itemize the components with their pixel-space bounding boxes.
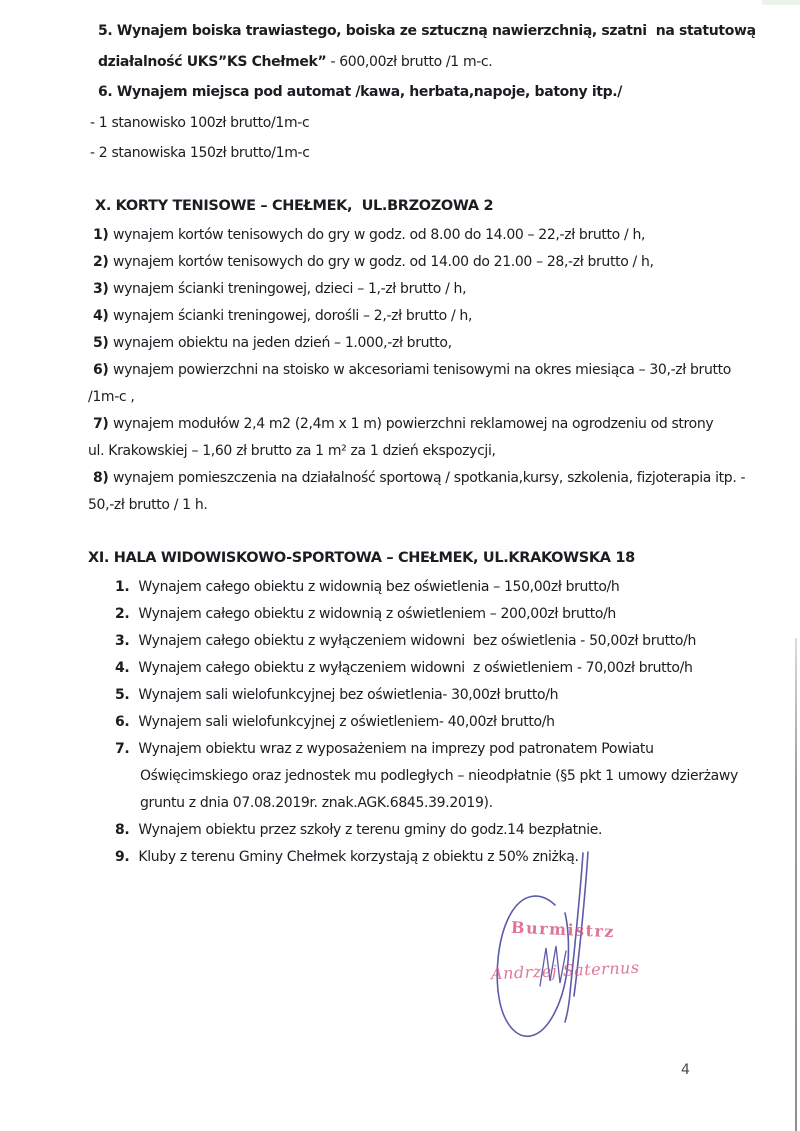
doc-line [88,276,788,303]
text-segment: /1m-c , [88,388,135,405]
text-segment: Wynajem sali wielofunkcyjnej bez oświetlenia- 30,00zł brutto/h [138,686,559,703]
section-heading [88,193,788,220]
text-segment: wynajem pomieszczenia na działalność sportową / spotkania,kursy, szkolenia, fizjoterapia itp. - [112,469,746,486]
text-segment: 8) [93,469,113,486]
text-segment: wynajem powierzchni na stoisko w akcesoriami tenisowymi na okres miesiąca – 30,-zł brutto [112,361,731,378]
doc-line [88,138,788,169]
text-segment: Wynajem całego obiektu z wyłączeniem widowni bez oświetlenia - 50,00zł brutto/h [138,632,697,649]
page-number: 4 [681,1062,690,1078]
doc-line [88,601,788,628]
text-segment: 3) [93,280,113,297]
text-segment: X. KORTY TENISOWE – CHEŁMEK, UL.BRZOZOWA 2 [95,197,494,214]
text-segment: XI. HALA WIDOWISKOWO-SPORTOWA – CHEŁMEK, UL.KRAKOWSKA 18 [88,549,635,566]
text-segment: 6) [93,361,113,378]
doc-line [88,736,788,763]
text-segment: 5. Wynajem boiska trawiastego, boiska ze sztuczną nawierzchnią, szatni na statutową [98,23,756,39]
text-segment: 4) [93,307,113,324]
doc-line [88,790,788,817]
scan-smudge-artifact [762,0,800,5]
doc-line [88,709,788,736]
text-segment: - 600,00zł brutto /1 m-c. [326,53,493,70]
document-body [88,16,788,871]
doc-line [88,411,788,438]
doc-line [88,222,788,249]
text-segment: wynajem ścianki treningowej, dzieci – 1,-zł brutto / h, [112,280,467,297]
text-segment: Wynajem obiektu przez szkoły z terenu gminy do godz.14 bezpłatnie. [138,821,603,838]
section-xi-hala-widowiskowo-sportowa [88,545,788,871]
section-heading [88,545,788,572]
doc-line [88,763,788,790]
text-segment: 2. [115,605,139,622]
doc-line [88,357,788,384]
doc-line [88,628,788,655]
text-segment: 6. Wynajem miejsca pod automat /kawa, herbata,napoje, batony itp./ [98,84,623,100]
text-segment: działalność UKS”KS Chełmek” [98,53,327,70]
doc-line [88,47,788,78]
doc-line [88,16,788,47]
text-segment: 5. [115,686,139,703]
text-segment: 4. [115,659,139,676]
doc-line [88,655,788,682]
text-segment: - 1 stanowisko 100zł brutto/1m-c [90,114,310,131]
doc-line [88,682,788,709]
text-segment: Oświęcimskiego oraz jednostek mu podległych – nieodpłatnie (§5 pkt 1 umowy dzierżawy [140,767,738,784]
text-segment: - 2 stanowiska 150zł brutto/1m-c [90,145,310,161]
text-segment: Wynajem całego obiektu z widownią bez oświetlenia – 150,00zł brutto/h [138,578,620,595]
stamp-signer-name: Andrzej Saternus [490,957,640,984]
text-segment: 5) [93,334,113,351]
text-segment: wynajem obiektu na jeden dzień – 1.000,-zł brutto, [112,334,452,351]
doc-line [88,574,788,601]
doc-line [88,77,788,108]
doc-line [88,384,788,411]
doc-line [88,303,788,330]
text-segment: Kluby z terenu Gminy Chełmek korzystają z obiektu z 50% zniżką. [138,848,579,865]
text-segment: 2) [93,253,113,270]
doc-line [88,249,788,276]
doc-line [88,330,788,357]
text-segment: Wynajem sali wielofunkcyjnej z oświetleniem- 40,00zł brutto/h [138,713,555,730]
scan-edge-artifact [795,638,797,1131]
text-segment: 8. [115,821,139,838]
text-segment: wynajem kortów tenisowych do gry w godz. od 8.00 do 14.00 – 22,-zł brutto / h, [112,226,646,243]
signature-stroke [497,852,588,1036]
text-segment: wynajem kortów tenisowych do gry w godz. od 14.00 do 21.00 – 28,-zł brutto / h, [112,253,654,270]
text-segment: ul. Krakowskiej – 1,60 zł brutto za 1 m² za 1 dzień ekspozycji, [88,442,496,459]
text-segment: 1. [115,578,139,595]
doc-line [88,492,788,519]
text-segment: 9. [115,848,139,865]
text-segment: gruntu z dnia 07.08.2019r. znak.AGK.6845.39.2019). [140,794,493,811]
text-segment: wynajem modułów 2,4 m2 (2,4m x 1 m) powierzchni reklamowej na ogrodzeniu od strony [112,415,714,432]
section-continuation-items [88,16,788,169]
text-segment: 7. [115,740,139,757]
doc-line [88,844,788,871]
stamp-title: Burmistrz [510,917,616,942]
doc-line [88,465,788,492]
doc-line [88,438,788,465]
text-segment: 1) [93,226,113,243]
text-segment: 6. [115,713,139,730]
doc-line [88,108,788,139]
doc-line [88,817,788,844]
text-segment: wynajem ścianki treningowej, dorośli – 2,-zł brutto / h, [112,307,473,324]
text-segment: Wynajem całego obiektu z wyłączeniem widowni z oświetleniem - 70,00zł brutto/h [138,659,693,676]
text-segment: 7) [93,415,113,432]
text-segment: 3. [115,632,139,649]
text-segment: 50,-zł brutto / 1 h. [88,496,208,513]
text-segment: Wynajem całego obiektu z widownią z oświetleniem – 200,00zł brutto/h [138,605,616,622]
section-x-korty-tenisowe [88,193,788,519]
signature-ink [470,843,630,1048]
text-segment: Wynajem obiektu wraz z wyposażeniem na imprezy pod patronatem Powiatu [138,740,654,757]
